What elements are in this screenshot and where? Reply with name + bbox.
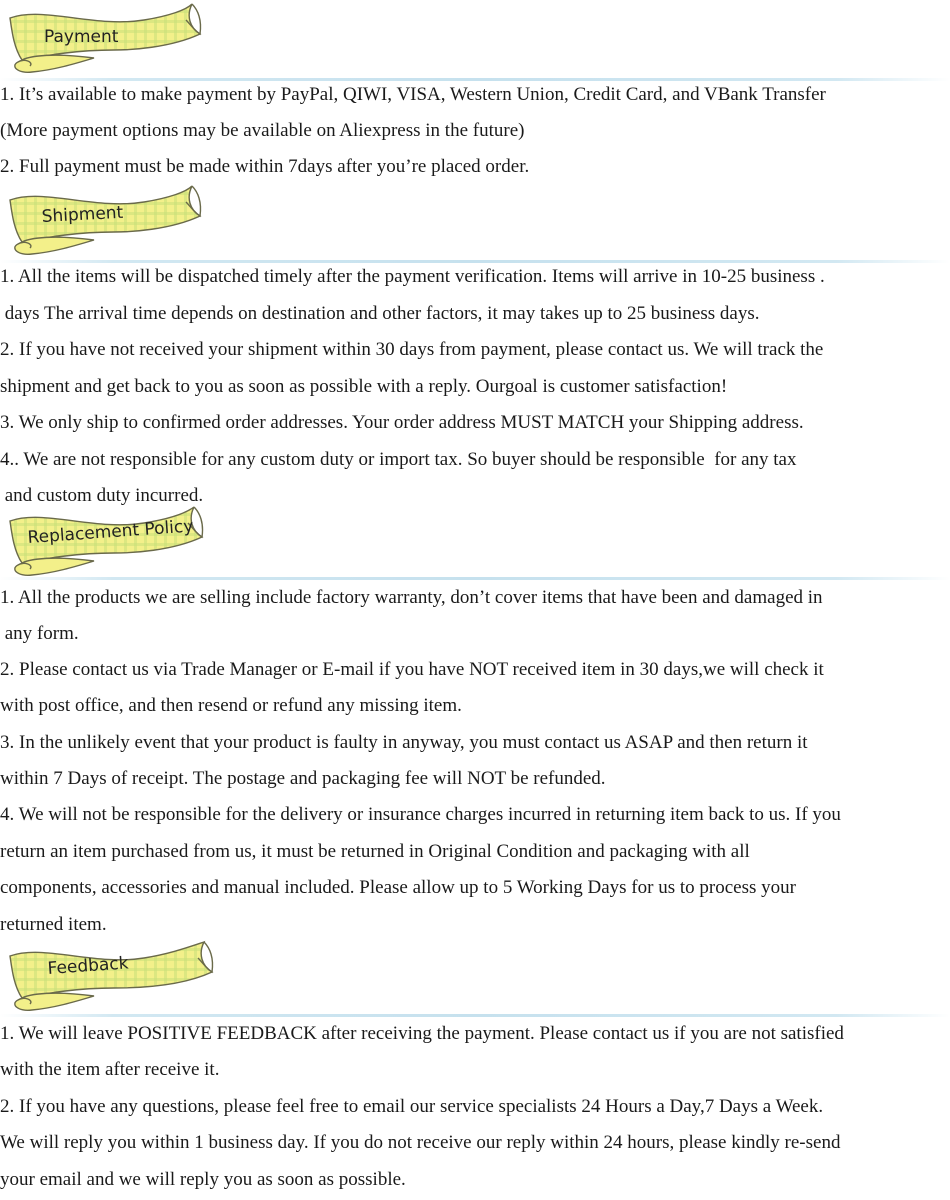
payment-line: (More payment options may be available on Aliexpress in the future) <box>0 120 525 141</box>
shipment-line: and custom duty incurred. <box>0 485 204 506</box>
replacement-line: with post office, and then resend or refund any missing item. <box>0 695 462 716</box>
ribbon-scroll-graphic <box>4 0 204 78</box>
replacement-line: 2. Please contact us via Trade Manager or E-mail if you have NOT received item in 30 days,we will check it <box>0 659 824 680</box>
section-title: Payment <box>44 27 119 47</box>
replacement-line: 1. All the products we are selling include factory warranty, don’t cover items that have been and damaged in <box>0 587 823 608</box>
section-divider <box>0 78 950 81</box>
replacement-line: 4. We will not be responsible for the delivery or insurance charges incurred in returning item back to us. If you <box>0 804 841 825</box>
feedback-line: 2. If you have any questions, please feel free to email our service specialists 24 Hours a Day,7 Days a Week. <box>0 1096 824 1117</box>
shipment-line: 2. If you have not received your shipment within 30 days from payment, please contact us. We will track the <box>0 339 824 360</box>
feedback-line: your email and we will reply you as soon as possible. <box>0 1169 406 1190</box>
feedback-line: with the item after receive it. <box>0 1059 220 1080</box>
ribbon-scroll-graphic <box>4 938 216 1016</box>
shipment-line: 1. All the items will be dispatched timely after the payment verification. Items will arrive in 10-25 business . <box>0 266 825 287</box>
shipment-line: 3. We only ship to confirmed order addresses. Your order address MUST MATCH your Shipping address. <box>0 412 804 433</box>
shipment-line: 4.. We are not responsible for any custom duty or import tax. So buyer should be responsible for any tax <box>0 449 797 470</box>
ribbon-scroll-graphic <box>4 182 204 260</box>
replacement-line: any form. <box>0 623 79 644</box>
section-title: Feedback <box>46 953 130 979</box>
replacement-line: components, accessories and manual included. Please allow up to 5 Working Days for us to process your <box>0 877 796 898</box>
shipment-ribbon-banner <box>4 182 204 260</box>
shipment-line: days The arrival time depends on destination and other factors, it may takes up to 25 business days. <box>0 303 760 324</box>
replacement-line: returned item. <box>0 914 107 935</box>
replacement-line: within 7 Days of receipt. The postage and packaging fee will NOT be refunded. <box>0 768 606 789</box>
replacement-line: 3. In the unlikely event that your product is faulty in anyway, you must contact us ASAP and then return it <box>0 732 808 753</box>
feedback-line: We will reply you within 1 business day. If you do not receive our reply within 24 hours, please kindly re-send <box>0 1132 841 1153</box>
section-divider <box>0 1014 950 1017</box>
payment-ribbon-banner <box>4 0 204 78</box>
section-title: Replacement Policy <box>26 516 194 548</box>
section-divider <box>0 260 950 263</box>
ribbon-scroll-graphic <box>4 503 206 581</box>
replacement-line: return an item purchased from us, it must be returned in Original Condition and packaging with all <box>0 841 750 862</box>
shipment-line: shipment and get back to you as soon as possible with a reply. Ourgoal is customer satisfaction! <box>0 376 728 397</box>
replacement-policy-ribbon-banner <box>4 503 206 581</box>
section-title: Shipment <box>41 202 124 227</box>
payment-line: 2. Full payment must be made within 7days after you’re placed order. <box>0 156 530 177</box>
feedback-ribbon-banner <box>4 938 216 1016</box>
feedback-line: 1. We will leave POSITIVE FEEDBACK after receiving the payment. Please contact us if you are not satisfied <box>0 1023 844 1044</box>
section-divider <box>0 577 950 580</box>
payment-line: 1. It’s available to make payment by PayPal, QIWI, VISA, Western Union, Credit Card, and VBank Transfer <box>0 84 826 105</box>
